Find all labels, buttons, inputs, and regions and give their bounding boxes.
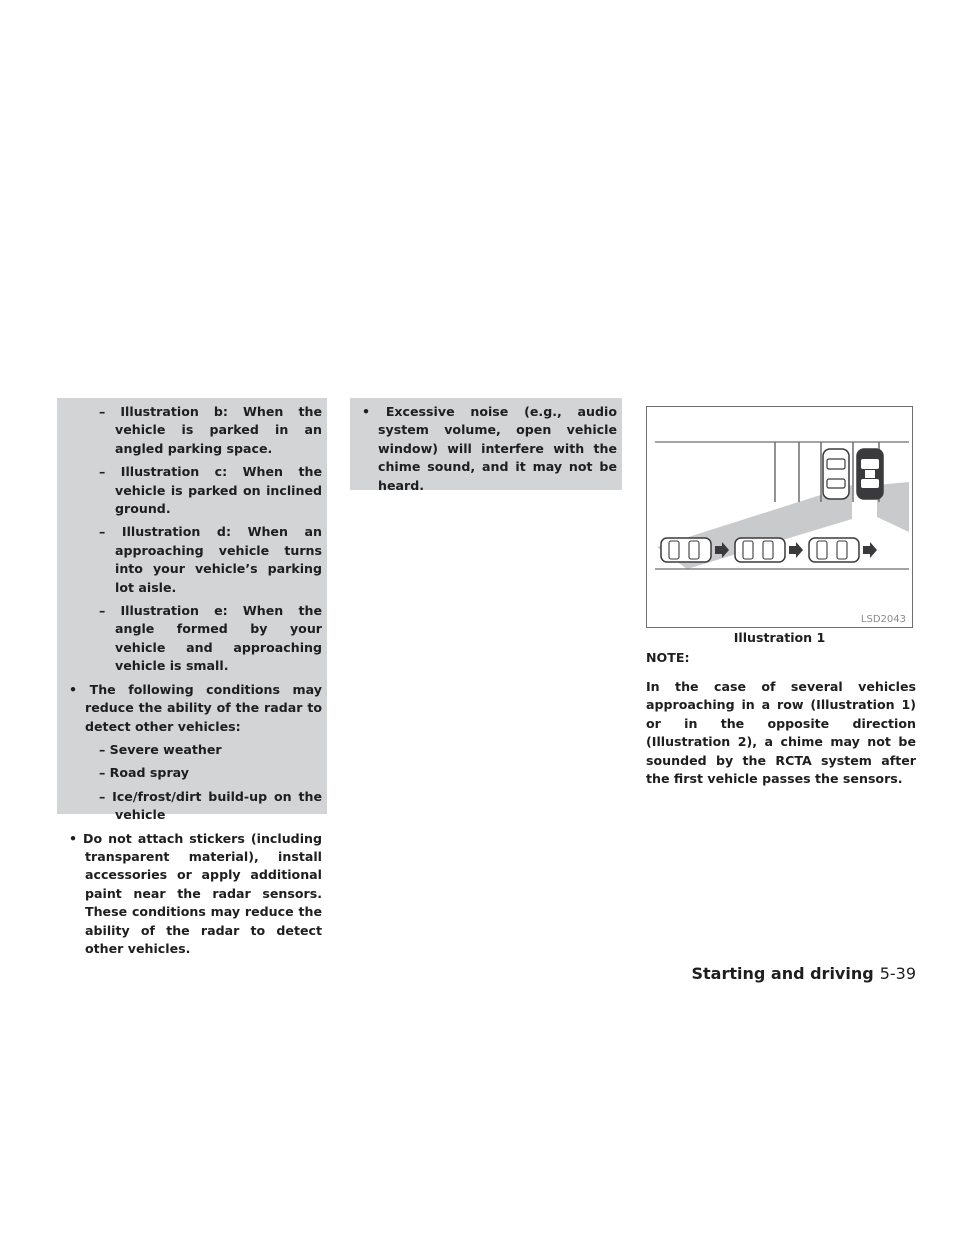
- mid-info-box: [350, 398, 622, 493]
- list-item: – Illustration d: When an approaching vehicle turns into your vehicle’s parking lot aisle.: [99, 524, 322, 595]
- parking-diagram: [647, 407, 912, 627]
- list-item: – Severe weather: [99, 741, 222, 757]
- note-body: In the case of several vehicles approaching in a row (Illustration 1) or in the opposite direction (Illustration 2), a chime may not be sounded by the RCTA system after the first vehicle passes the sensors.: [646, 679, 916, 787]
- footer-section: Starting and driving: [691, 964, 874, 983]
- approaching-car-icon: [661, 538, 711, 562]
- approaching-car-icon: [809, 538, 859, 562]
- list-item: – Road spray: [99, 765, 189, 781]
- list-item: – Illustration e: When the angle formed by your vehicle and approaching vehicle is small.: [99, 603, 322, 674]
- list-item: • Excessive noise (e.g., audio system volume, open vehicle window) will interfere with the chime sound, and it may not be heard.: [362, 404, 617, 493]
- figure-caption: Illustration 1: [733, 630, 826, 645]
- page-number: 5-39: [879, 964, 916, 983]
- list-item: – Illustration c: When the vehicle is parked on inclined ground.: [99, 464, 322, 517]
- arrow-right-icon: [789, 542, 803, 558]
- parked-car-icon: [823, 449, 849, 499]
- list-item: • Do not attach stickers (including transparent material), install accessories or apply additional paint near the radar sensors. These conditions may reduce the ability of the radar to detect other vehicles.: [69, 830, 322, 956]
- list-item: – Illustration b: When the vehicle is parked in an angled parking space.: [99, 404, 322, 456]
- note-heading: NOTE:: [646, 650, 690, 665]
- page-footer: [691, 963, 916, 985]
- mid-list: [350, 398, 622, 495]
- approaching-car-icon: [735, 538, 785, 562]
- own-car-icon: [857, 449, 883, 499]
- illustration-1-figure: [646, 406, 913, 628]
- list-item: • The following conditions may reduce the ability of the radar to detect other vehicles:: [69, 681, 322, 734]
- arrow-right-icon: [863, 542, 877, 558]
- left-list: [57, 398, 327, 958]
- list-item: – Ice/frost/dirt build-up on the vehicle: [99, 788, 322, 823]
- figure-code: LSD2043: [860, 614, 906, 625]
- left-info-box: [57, 398, 327, 956]
